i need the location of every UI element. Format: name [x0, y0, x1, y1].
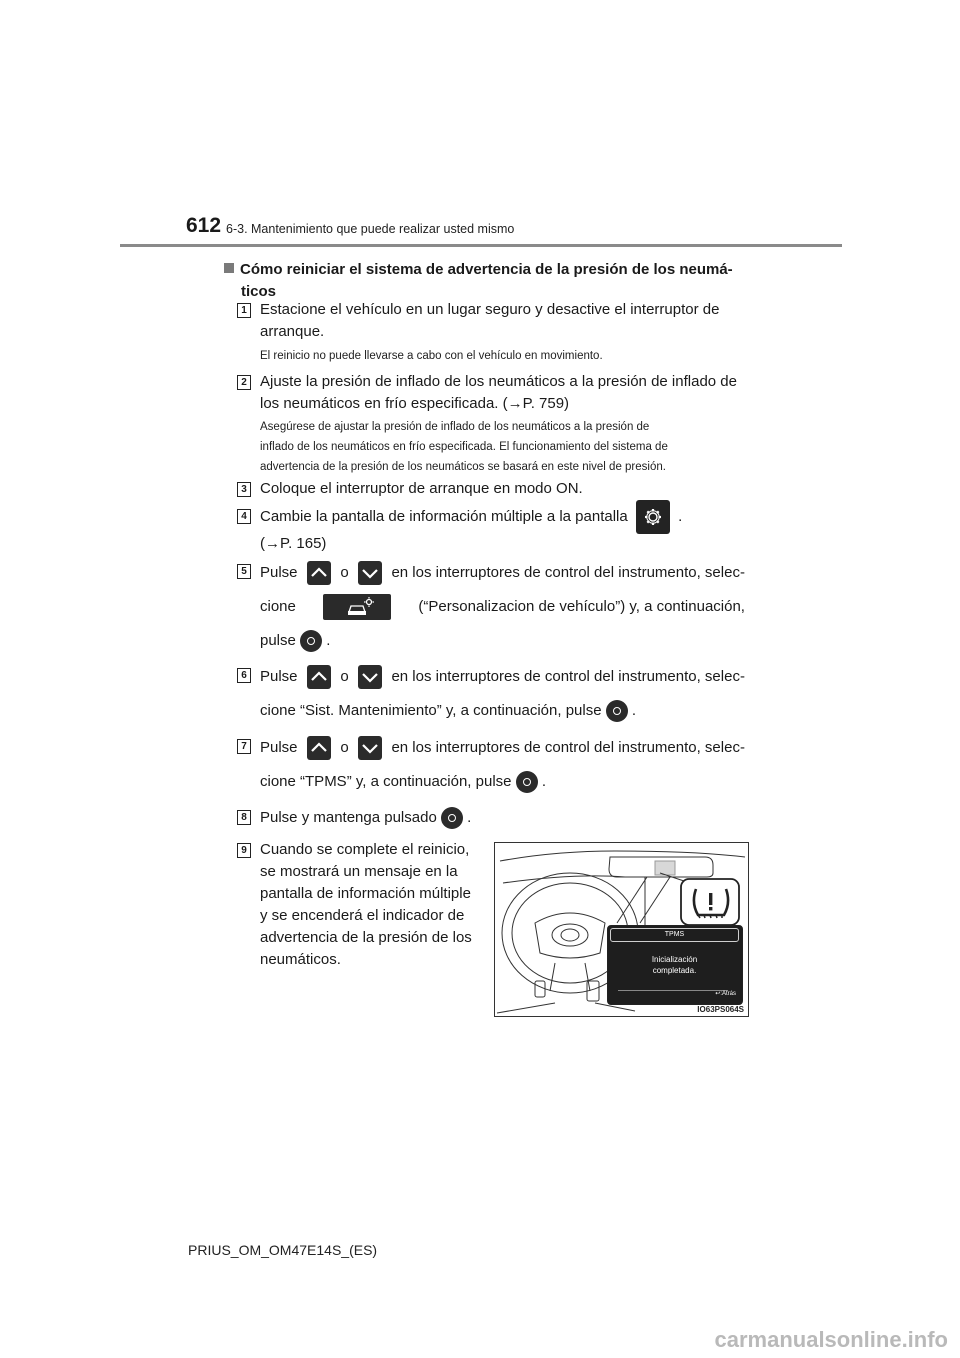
step-2-note: Asegúrese de ajustar la presión de inflado de los neumáticos a la presión de inflado de los neumáticos en frío especificada. El funcionamiento del sistema de advertencia de la presión de los neumáticos se basará en este nivel de presión. [260, 421, 668, 473]
step-2-text: Ajuste la presión de inflado de los neumáticos a la presión de inflado de los neumáticos en frío especificada. (→P. 759) [260, 373, 737, 412]
step-4-text: Cambie la pantalla de información múltiple a la pantalla . (→P. 165) [260, 500, 745, 554]
step-number-7: 7 [237, 739, 251, 754]
settings-gear-icon [636, 500, 670, 534]
display-message: Inicialización completada. [651, 955, 698, 975]
section-title: 6-3. Mantenimiento que puede realizar usted mismo [226, 222, 515, 236]
up-arrow-button-icon [307, 736, 331, 760]
down-arrow-button-icon [358, 561, 382, 585]
step-8-text: Pulse y mantenga pulsado . [260, 804, 471, 832]
header-rule [120, 244, 842, 247]
vehicle-customization-icon [323, 594, 391, 620]
ok-button-icon [300, 630, 322, 652]
step-number-5: 5 [237, 564, 251, 579]
step-9-text: Cuando se complete el reinicio, se mostrará un mensaje en la pantalla de información múltiple y se encenderá el indicador de advertencia de la presión de los neumáticos. [260, 841, 472, 968]
step-5-text: Pulse o en los interruptores de control del instrumento, selec- cione (“Personalizacion de vehículo”) y, a continuación, pulse . [260, 559, 745, 655]
up-arrow-button-icon [307, 665, 331, 689]
step-7-text: Pulse o en los interruptores de control del instrumento, selec- cione “TPMS” y, a continuación, pulse . [260, 734, 745, 796]
step-number-9: 9 [237, 843, 251, 858]
step-number-6: 6 [237, 668, 251, 683]
multi-information-display [607, 925, 743, 1005]
watermark: carmanualsonline.info [714, 1327, 948, 1352]
square-bullet-icon [224, 263, 234, 273]
step-6-text: Pulse o en los interruptores de control del instrumento, selec- cione “Sist. Mantenimiento” y, a continuación, pulse . [260, 663, 745, 725]
dashboard-illustration [494, 842, 749, 1017]
step-1-text: Estacione el vehículo en un lugar seguro y desactive el interruptor de arranque. [260, 301, 720, 340]
step-number-2: 2 [237, 375, 251, 390]
display-back-label: ↩:Atrás [715, 991, 736, 997]
illustration-code: IO63PS064S [697, 1005, 744, 1014]
step-number-3: 3 [237, 482, 251, 497]
footer-doc-id: PRIUS_OM_OM47E14S_(ES) [188, 1242, 378, 1258]
ok-button-icon [606, 700, 628, 722]
ok-button-icon [516, 771, 538, 793]
step-3-text: Coloque el interruptor de arranque en modo ON. [260, 480, 583, 497]
down-arrow-button-icon [358, 665, 382, 689]
up-arrow-button-icon [307, 561, 331, 585]
step-number-8: 8 [237, 810, 251, 825]
down-arrow-button-icon [358, 736, 382, 760]
page-number: 612 [186, 214, 222, 237]
display-title: TPMS [610, 928, 739, 942]
step-1-note: El reinicio no puede llevarse a cabo con el vehículo en movimiento. [260, 350, 603, 362]
back-arrow-icon: ↩ [715, 991, 721, 997]
section-heading: Cómo reiniciar el sistema de advertencia de la presión de los neumá- ticos [224, 259, 749, 303]
step-number-4: 4 [237, 509, 251, 524]
step-number-1: 1 [237, 303, 251, 318]
ok-button-icon [441, 807, 463, 829]
